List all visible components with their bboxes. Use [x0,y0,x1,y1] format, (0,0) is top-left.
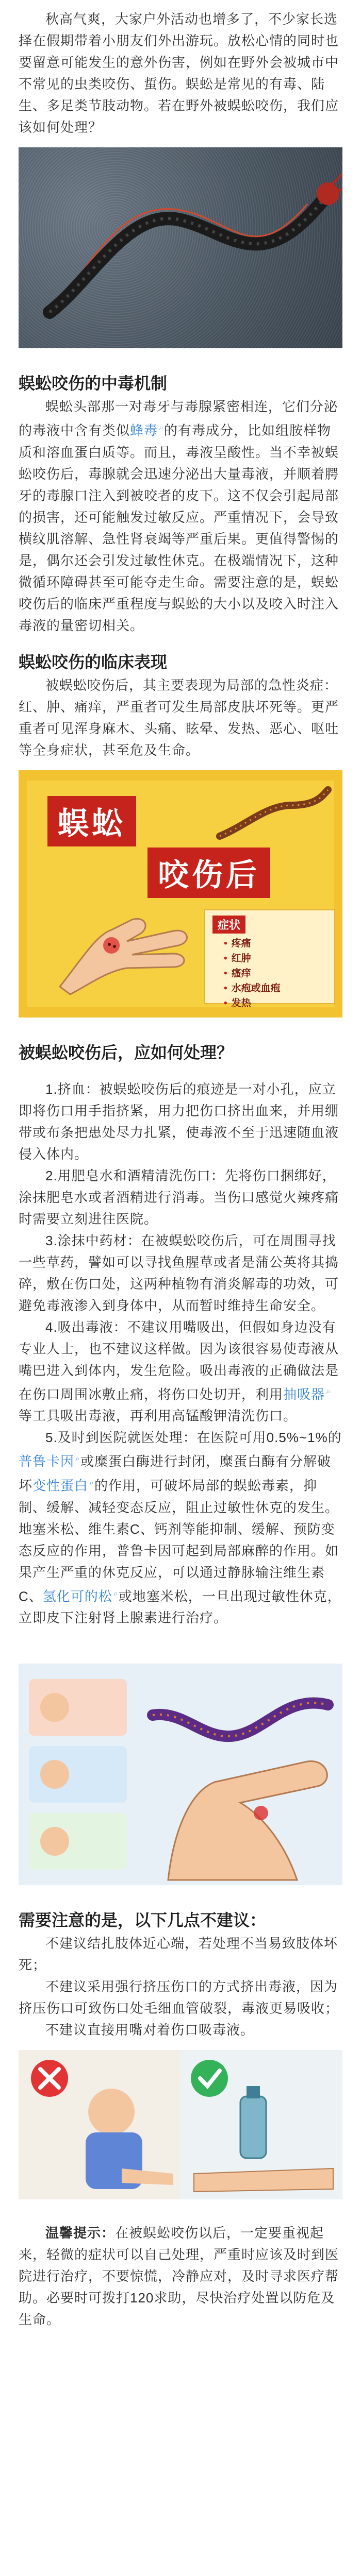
step5-text-c: 的作用，可破坏局部的蜈蚣毒素，抑制、缓解、减轻变态反应，阻止过敏性休克的发生。地塞米松、维生素C、钙剂等能抑制、缓解、预防变态反应的作用，普鲁卡因可起到局部麻醉的作用。如果产生严重的休克反应，可以通过静脉输注维生素C、 [19,1478,339,1604]
symptom-item: • 发热 [224,996,281,1011]
intro-paragraph: 秋高气爽，大家户外活动也增多了，不少家长选择在假期带着小朋友们外出游玩。放松心情的同时也要留意可能发生的意外伤害，例如在野外会被城市中不常见的虫类咬伤、蜇伤。蜈蚣是常见的有毒、陆生、多足类节肢动物。若在野外被蜈蚣咬伤，我们应该如何处理？ [19,11,339,135]
section1-text-a: 蜈蚣头部那一对毒牙与毒腺紧密相连，它们分泌的毒液中含有类似 [19,399,338,438]
illustration-title-line2: 咬伤后 [147,848,270,898]
section4-title: 需要注意的是，以下几点不建议： [19,1911,267,1930]
first-aid-illustration [19,1664,342,1885]
do-dont-illustration [19,2050,342,2199]
search-icon[interactable]: ⌕ [326,1387,331,1396]
search-icon[interactable]: ⌕ [75,1454,80,1464]
section3-title: 被蜈蚣咬伤后，应如何处理？ [19,1043,234,1062]
treatment-step-4 [19,1316,342,1427]
wrong-method-icon [31,2060,173,2189]
treatment-step-3: 3.涂抹中药材：在被蜈蚣咬伤后，可在周围寻找一些草药，譬如可以寻找鱼腥草或者是蒲公英将其捣碎，敷在伤口处，这两种植物有消炎解毒的功效，可避免毒液渗入到身体中，从而暂时维持生命安全。 [19,1232,339,1313]
symptom-item: • 疼痛 [224,936,281,951]
section2-paragraph: 被蜈蚣咬伤后，其主要表现为局部的急性炎症：红、肿、痛痒，严重者可发生局部皮肤坏死等。更严重者可见浑身麻木、头痛、眩晕、发热、恶心、呕吐等全身症状，甚至危及生命。 [19,677,339,758]
hydrocortisone-link[interactable]: 氢化可的松 [42,1588,112,1604]
tip-paragraph [19,2222,342,2330]
symptom-list [224,936,281,1011]
search-icon[interactable]: ⌕ [89,1478,94,1487]
treatment-step-5 [19,1427,342,1629]
step5-text-a: 5.及时到医院就医处理：在医院可用0.5%~1%的 [45,1430,342,1446]
tip-label: 温馨提示： [45,2225,116,2241]
centipede-bite-illustration [19,770,342,1018]
treatment-step-2: 2.用肥皂水和酒精清洗伤口：先将伤口捆绑好，涂抹肥皂水或者酒精进行消毒。当伤口感觉火辣疼痛时需要立刻进往医院。 [19,1167,339,1227]
centipede-photo [19,147,342,348]
section1-paragraph [19,396,342,636]
search-icon[interactable]: ⌕ [113,1589,119,1598]
bitten-hand-icon [50,899,204,997]
symptom-item: • 瘙痒 [224,966,281,981]
section1-text-b: 的有毒成分，比如组胺样物质和溶血蛋白质等。而且，毒液呈酸性。当不幸被蜈蚣咬伤后，毒腺就会迅速分泌出大量毒液，并顺着腭牙的毒腺口注入到被咬者的皮下。这不仅会引起局部的损害，还可能触发过敏反应。严重情况下，会导致横纹肌溶解、急性肾衰竭等严重后果。更值得警惕的是，偶尔还会引发过敏性休克。在极端情况下，这种微循环障碍甚至可能夺走生命。需要注意的是，蜈蚣咬伤后的临床严重程度与蜈蚣的大小以及咬入时注入毒液的量密切相关。 [19,422,339,633]
not-recommended-3: 不建议直接用嘴对着伤口吸毒液。 [45,2022,255,2038]
not-recommended-1: 不建议结扎肢体近心端，若处理不当易致肢体坏死； [19,1936,338,1973]
procaine-link[interactable]: 普鲁卡因 [19,1453,75,1469]
step5-text-d: 或地塞米松，一旦出现过敏性休克，立即皮下注射肾上腺素进行治疗。 [19,1588,341,1626]
step4-text-b: 等工具吸出毒液，再利用高锰酸钾清洗伤口。 [19,1408,298,1424]
first-aid-step-icons [29,1679,127,1870]
not-recommended-2: 不建议采用强行挤压伤口的方式挤出毒液，因为挤压伤口可致伤口处毛细血管破裂，毒液更易吸收； [19,1979,339,2016]
step4-text-a: 4.吸出毒液：不建议用嘴吸出，但假如身边没有专业人士，也不建议这样做。因为该很容易使毒液从嘴巴进入到体内，发生危险。吸出毒液的正确做法是在伤口周围冰敷止痛，将伤口处切开，利用 [19,1319,339,1402]
correct-method-icon [191,2060,333,2192]
bee-venom-link[interactable]: 蜂毒 [130,422,158,438]
illustration-title-line1: 蜈蚣 [47,796,136,846]
symptom-item: • 水疱或血疱 [224,981,281,996]
step5-text-b: 或糜蛋白酶进行封闭，糜蛋白酶有分解破坏 [19,1453,331,1494]
tip-text: 在被蜈蚣咬伤以后，一定要重视起来，轻微的症状可以自己处理，严重时应该及时到医院进行治疗，不要惊慌，冷静应对，及时寻求医疗帮助。必要时可拨打120求助，尽快治疗处置以防危及生命。 [19,2225,339,2328]
treatment-step-1: 1.挤血：被蜈蚣咬伤后的痕迹是一对小孔，应立即将伤口用手指挤紧，用力把伤口挤出血来，并用绷带或布条把患处尽力扎紧，使毒液不至于迅速随血液侵入体内。 [19,1081,339,1162]
denatured-protein-link[interactable]: 变性蛋白 [32,1478,89,1494]
symptom-panel [204,909,335,1009]
suction-device-link[interactable]: 抽吸器 [283,1386,325,1402]
symptom-item: • 红肿 [224,951,281,966]
symptom-title: 症状 [212,916,245,934]
centipede-icon [215,785,333,846]
section1-title: 蜈蚣咬伤的中毒机制 [19,374,168,393]
search-icon[interactable]: ⌕ [159,423,164,432]
section2-title: 蜈蚣咬伤的临床表现 [19,652,168,671]
